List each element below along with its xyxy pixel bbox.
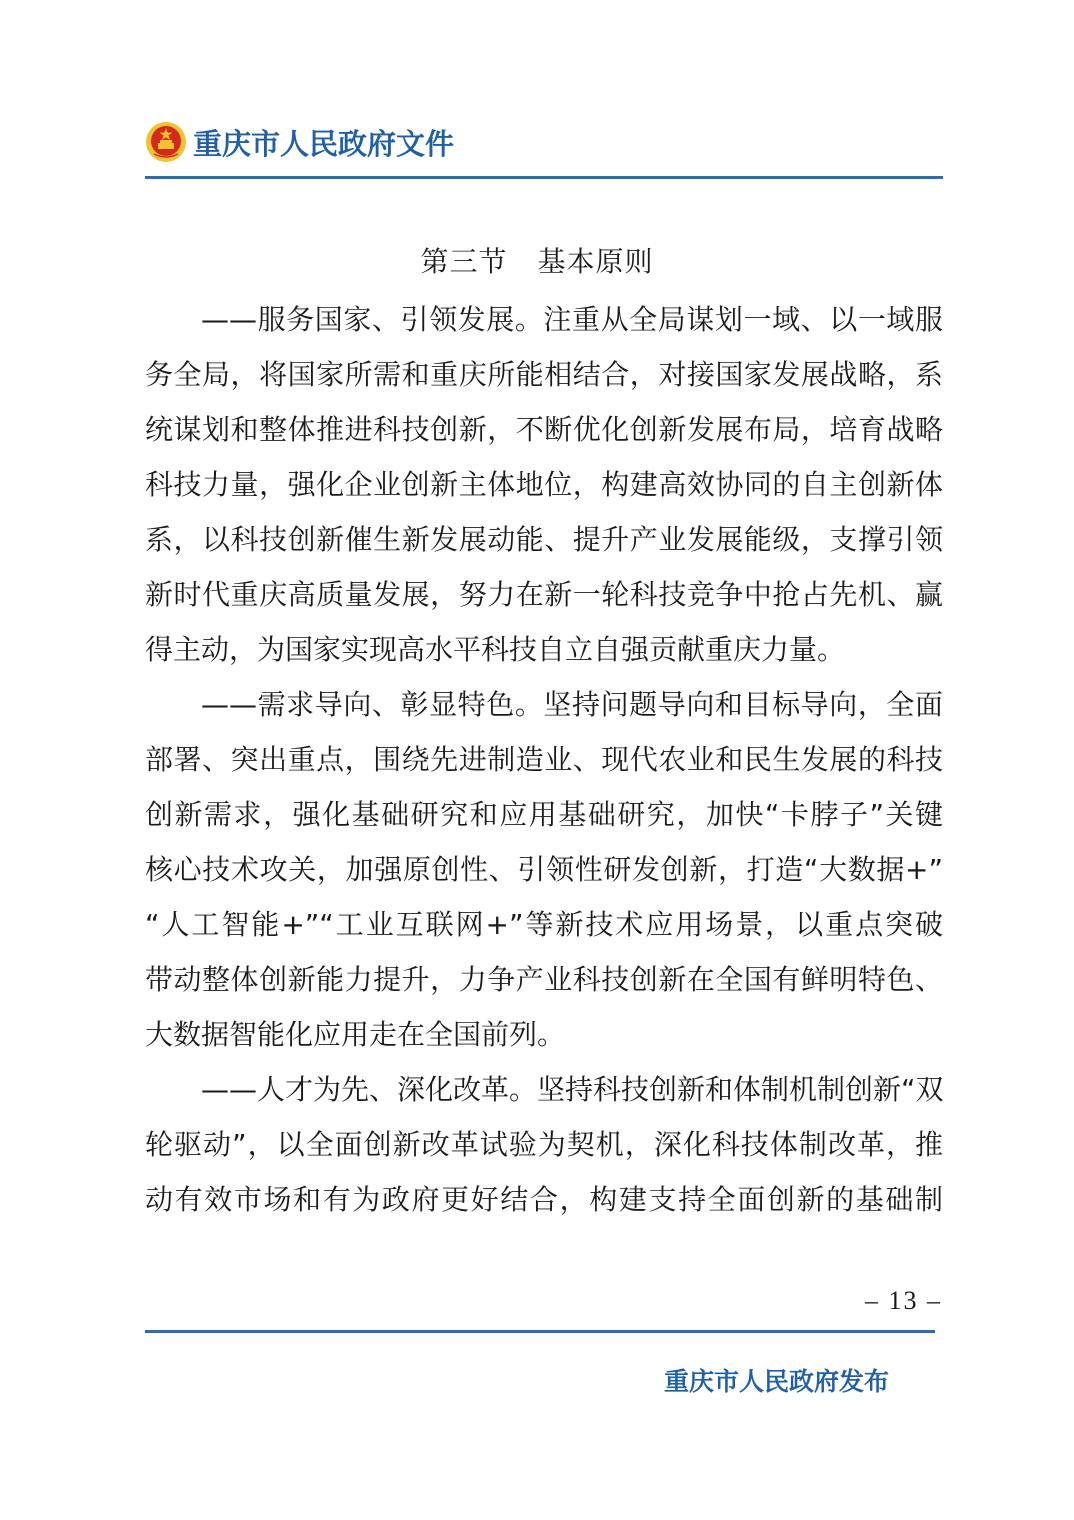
paragraph-line: 大数据智能化应用走在全国前列。	[145, 1018, 566, 1051]
paragraph-line: ——需求导向、彰显特色。坚持问题导向和目标导向，全面	[201, 688, 943, 721]
document-header-title: 重庆市人民政府文件	[193, 126, 455, 161]
paragraph-line: 务全局，将国家所需和重庆所能相结合，对接国家发展战略，系	[145, 358, 943, 391]
paragraph-line: 核心技术攻关，加强原创性、引领性研发创新，打造“大数据+”	[145, 853, 943, 886]
national-emblem-icon	[145, 121, 187, 163]
paragraph-line: 系，以科技创新催生新发展动能、提升产业发展能级，支撑引领	[145, 523, 943, 556]
document-body	[145, 292, 943, 1227]
paragraph-line: 创新需求，强化基础研究和应用基础研究，加快“卡脖子”关键	[145, 798, 943, 831]
paragraph-line: 带动整体创新能力提升，力争产业科技创新在全国有鲜明特色、	[145, 963, 943, 996]
section-heading	[0, 240, 1074, 280]
section-title: 基本原则	[537, 245, 654, 278]
paragraph-line: 得主动，为国家实现高水平科技自立自强贡献重庆力量。	[145, 633, 846, 666]
paragraph-line: 动有效市场和有为政府更好结合，构建支持全面创新的基础制	[145, 1183, 943, 1216]
header-divider	[145, 176, 943, 179]
paragraph-line: 部署、突出重点，围绕先进制造业、现代农业和民生发展的科技	[145, 743, 943, 776]
paragraph-line: “人工智能+”“工业互联网+”等新技术应用场景，以重点突破	[145, 908, 943, 941]
paragraph-line: 统谋划和整体推进科技创新，不断优化创新发展布局，培育战略	[145, 413, 943, 446]
footer-publisher: 重庆市人民政府发布	[663, 1367, 889, 1396]
paragraph-line: ——人才为先、深化改革。坚持科技创新和体制机制创新“双	[201, 1073, 944, 1106]
paragraph-line: 新时代重庆高质量发展，努力在新一轮科技竞争中抢占先机、赢	[145, 578, 943, 611]
paragraph-line: 轮驱动”，以全面创新改革试验为契机，深化科技体制改革，推	[145, 1128, 943, 1161]
page-number: – 13 –	[865, 1286, 942, 1315]
document-header	[145, 118, 454, 166]
paragraph-line: 科技力量，强化企业创新主体地位，构建高效协同的自主创新体	[145, 468, 943, 501]
section-number: 第三节	[420, 245, 508, 278]
footer-divider	[145, 1330, 935, 1333]
paragraph-line: ——服务国家、引领发展。注重从全局谋划一域、以一域服	[201, 303, 943, 336]
